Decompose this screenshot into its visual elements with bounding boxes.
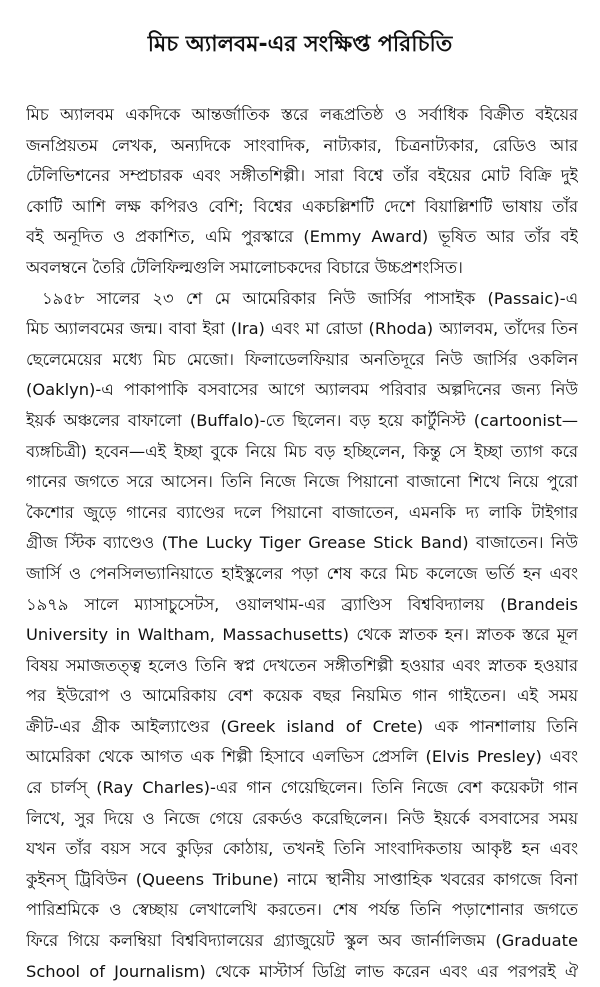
text-line: কোটি আশি লক্ষ কপিরও বেশি; বিশ্বের একচল্লিশটি দেশে বিয়াল্লিশটি ভাষায় তাঁর <box>26 196 578 216</box>
text-line: অবলম্বনে তৈরি টেলিফিল্মগুলি সমালোচকদের বিচারে উচ্চপ্রশংসিত। <box>26 257 463 277</box>
paragraph-biography <box>26 284 578 987</box>
text-line: ১৯৫৮ সালের ২৩ শে মে আমেরিকার নিউ জার্সির পাসাইক (Passaic)-এ <box>42 288 578 308</box>
text-line: পর ইউরোপ ও আমেরিকায় বেশ কয়েক বছর নিয়মিত গান গাইতেন। এই সময় <box>26 686 578 706</box>
text-line: ক্রীট-এর গ্রীক আইল্যাণ্ডের (Greek island of Crete) এক পানশালায় তিনি <box>26 716 578 736</box>
text-line: School of Journalism) থেকে মাস্টার্স ডিগ্রি লাভ করেন এবং এর পরপরই ঐ <box>26 961 578 981</box>
text-line: আমেরিকা থেকে আগত এক শিল্পী হিসাবে এলভিস প্রেসলি (Elvis Presley) এবং <box>26 747 578 767</box>
text-line: জনপ্রিয়তম লেখক, অন্যদিকে সাংবাদিক, নাট্যকার, চিত্রনাট্যকার, রেডিও আর <box>26 135 578 155</box>
text-line: (Oaklyn)-এ পাকাপাকি বসবাসের আগে অ্যালবম পরিবার অল্পদিনের জন্য নিউ <box>26 380 578 400</box>
text-line: পারিশ্রমিকে ও স্বেচ্ছায় লেখালেখি করতেন। শেষ পর্যন্ত তিনি পড়াশোনার জগতে <box>26 900 578 920</box>
text-line: মিচ অ্যালবম একদিকে আন্তর্জাতিক স্তরে লব্ধপ্রতিষ্ঠ ও সর্বাধিক বিক্রীত বইয়ের <box>26 105 578 124</box>
page-title: মিচ অ্যালবম-এর সংক্ষিপ্ত পরিচিতি <box>147 32 453 57</box>
text-line: রে চার্লস্ (Ray Charles)-এর গান গেয়েছিলেন। তিনি নিজে বেশ কয়েকটা গান <box>26 778 578 798</box>
text-line: ব্যঙ্গচিত্রী) হবেন—এই ইচ্ছা বুকে নিয়ে মিচ বড় হচ্ছিলেন, কিন্তু সে ইচ্ছা ত্যাগ করে <box>26 441 578 461</box>
text-line: জার্সি ও পেনসিলভ্যানিয়াতে হাইস্কুলের পড়া শেষ করে মিচ কলেজে ভর্তি হন এবং <box>26 563 578 583</box>
text-line: লিখে, সুর দিয়ে ও নিজে গেয়ে রেকর্ডও করেছিলেন। নিউ ইয়র্কে বসবাসের সময় <box>26 808 578 828</box>
text-line: ছেলেমেয়ের মধ্যে মিচ মেজো। ফিলাডেলফিয়ার অনতিদূরে নিউ জার্সির ওকলিন <box>26 349 578 369</box>
text-line: টেলিভিশনের সম্প্রচারক এবং সঙ্গীতশিল্পী। সারা বিশ্বে তাঁর বইয়ের মোট বিক্রি দুই <box>26 166 578 186</box>
text-line: University in Waltham, Massachusetts) থেকে স্নাতক হন। স্নাতক স্তরে মূল <box>26 625 578 645</box>
text-line: কৈশোর জুড়ে গানের ব্যাণ্ডের দলে পিয়ানো বাজাতেন, এমনকি দ্য লাকি টাইগার <box>26 502 578 522</box>
text-line: কুইনস্ ট্রিবিউন (Queens Tribune) নামে স্থানীয় সাপ্তাহিক খবরের কাগজে বিনা <box>26 869 578 889</box>
paragraph-intro <box>26 100 578 284</box>
page-body <box>26 100 578 987</box>
text-line: যখন তাঁর বয়স সবে কুড়ির কোঠায়, তখনই তিনি সাংবাদিকতায় আকৃষ্ট হন এবং <box>26 839 578 859</box>
text-line: বই অনূদিত ও প্রকাশিত, এমি পুরস্কারে (Emmy Award) ভূষিত আর তাঁর বই <box>26 227 578 247</box>
text-line: ১৯৭৯ সালে ম্যাসাচুসেটস, ওয়ালথাম-এর ব্র্যাণ্ডিস বিশ্ববিদ্যালয় (Brandeis <box>26 594 578 614</box>
text-line: গ্রীজ স্টিক ব্যাণ্ডেও (The Lucky Tiger Grease Stick Band) বাজাতেন। নিউ <box>26 533 578 553</box>
text-line: গানের জগতে সরে আসেন। তিনি নিজে নিজে পিয়ানো বাজানো শিখে নিয়ে পুরো <box>26 472 578 492</box>
text-line: বিষয় সমাজতত্ত্ব হলেও তিনি স্বপ্ন দেখতেন সঙ্গীতশিল্পী হওয়ার এবং স্নাতক হওয়ার <box>26 655 578 675</box>
text-line: ইয়র্ক অঞ্চলের বাফালো (Buffalo)-তে ছিলেন। বড় হয়ে কার্টুনিস্ট (cartoonist— <box>26 410 578 430</box>
text-line: মিচ অ্যালবমের জন্ম। বাবা ইরা (Ira) এবং মা রোডা (Rhoda) অ্যালবম, তাঁদের তিন <box>26 319 578 339</box>
text-line: ফিরে গিয়ে কলম্বিয়া বিশ্ববিদ্যালয়ের গ্র্যাজুয়েট স্কুল অব জার্নালিজম (Graduate <box>26 931 578 951</box>
